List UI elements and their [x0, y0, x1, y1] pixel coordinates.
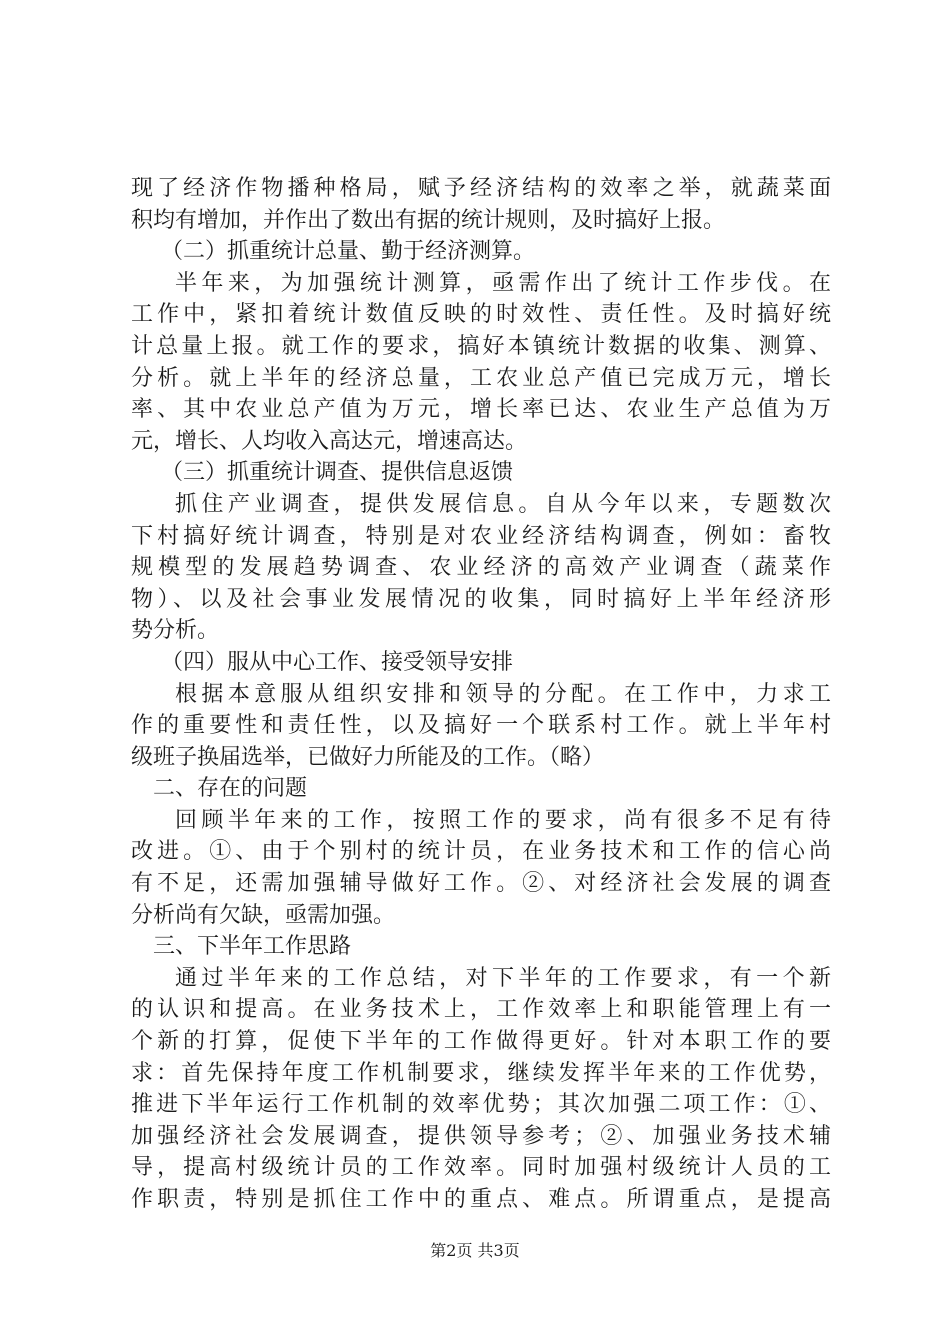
document-body — [131, 173, 831, 1216]
text-line: 物）、以及社会事业发展情况的收集，同时搞好上半年经济形 — [131, 586, 831, 612]
text-line: 根据本意服从组织安排和领导的分配。在工作中，力求工 — [175, 681, 831, 707]
text-line: 计总量上报。就工作的要求，搞好本镇统计数据的收集、测算、 — [131, 333, 831, 359]
text-line: 下村搞好统计调查，特别是对农业经济结构调查，例如：畜牧 — [131, 523, 831, 549]
text-line: 积均有增加，并作出了数出有据的统计规则，及时搞好上报。 — [131, 207, 726, 233]
text-line: 的认识和提高。在业务技术上，工作效率上和职能管理上有一 — [131, 997, 831, 1023]
text-line: 改进。①、由于个别村的统计员，在业务技术和工作的信心尚 — [131, 839, 831, 865]
text-line: 回顾半年来的工作，按照工作的要求，尚有很多不足有待 — [175, 807, 831, 833]
text-line: 势分析。 — [131, 618, 220, 644]
text-line: 分析尚有欠缺，亟需加强。 — [131, 902, 396, 928]
text-line: 元，增长、人均收入高达元，增速高达。 — [131, 428, 528, 454]
text-line: 导，提高村级统计员的工作效率。同时加强村级统计人员的工 — [131, 1155, 831, 1181]
text-line: 现了经济作物播种格局，赋予经济结构的效率之举，就蔬菜面 — [131, 176, 831, 201]
text-line: （三）抓重统计调查、提供信息返馈 — [161, 460, 514, 486]
text-line: 作的重要性和责任性，以及搞好一个联系村工作。就上半年村 — [131, 713, 831, 739]
text-line: 三、下半年工作思路 — [153, 934, 352, 960]
text-line: 有不足，还需加强辅导做好工作。②、对经济社会发展的调查 — [131, 871, 831, 897]
text-line: 作职责，特别是抓住工作中的重点、难点。所谓重点，是提高 — [131, 1187, 831, 1212]
text-line: 个新的打算，促使下半年的工作做得更好。针对本职工作的要 — [131, 1029, 831, 1055]
text-line: 级班子换届选举，已做好力所能及的工作。（略） — [131, 744, 605, 770]
text-line: 半年来，为加强统计测算，亟需作出了统计工作步伐。在 — [175, 270, 831, 296]
text-line: 通过半年来的工作总结，对下半年的工作要求，有一个新 — [175, 965, 831, 991]
text-line: 规模型的发展趋势调查、农业经济的高效产业调查（蔬菜作 — [131, 555, 831, 581]
page-footer: 第2页 共3页 — [430, 1241, 520, 1260]
text-line: 推进下半年运行工作机制的效率优势；其次加强二项工作：①、 — [131, 1092, 831, 1118]
text-line: 加强经济社会发展调查，提供领导参考；②、加强业务技术辅 — [131, 1123, 831, 1149]
text-line: 工作中，紧扣着统计数值反映的时效性、责任性。及时搞好统 — [131, 302, 831, 328]
text-line: 抓住产业调查，提供发展信息。自从今年以来，专题数次 — [175, 491, 831, 517]
text-line: （四）服从中心工作、接受领导安排 — [161, 649, 514, 675]
text-line: 求：首先保持年度工作机制要求，继续发挥半年来的工作优势， — [131, 1060, 831, 1086]
text-line: 分析。就上半年的经济总量，工农业总产值已完成万元，增长 — [131, 365, 831, 391]
text-line: （二）抓重统计总量、勤于经济测算。 — [161, 239, 536, 265]
text-line: 二、存在的问题 — [153, 776, 308, 802]
text-line: 率、其中农业总产值为万元，增长率已达、农业生产总值为万 — [131, 397, 831, 423]
